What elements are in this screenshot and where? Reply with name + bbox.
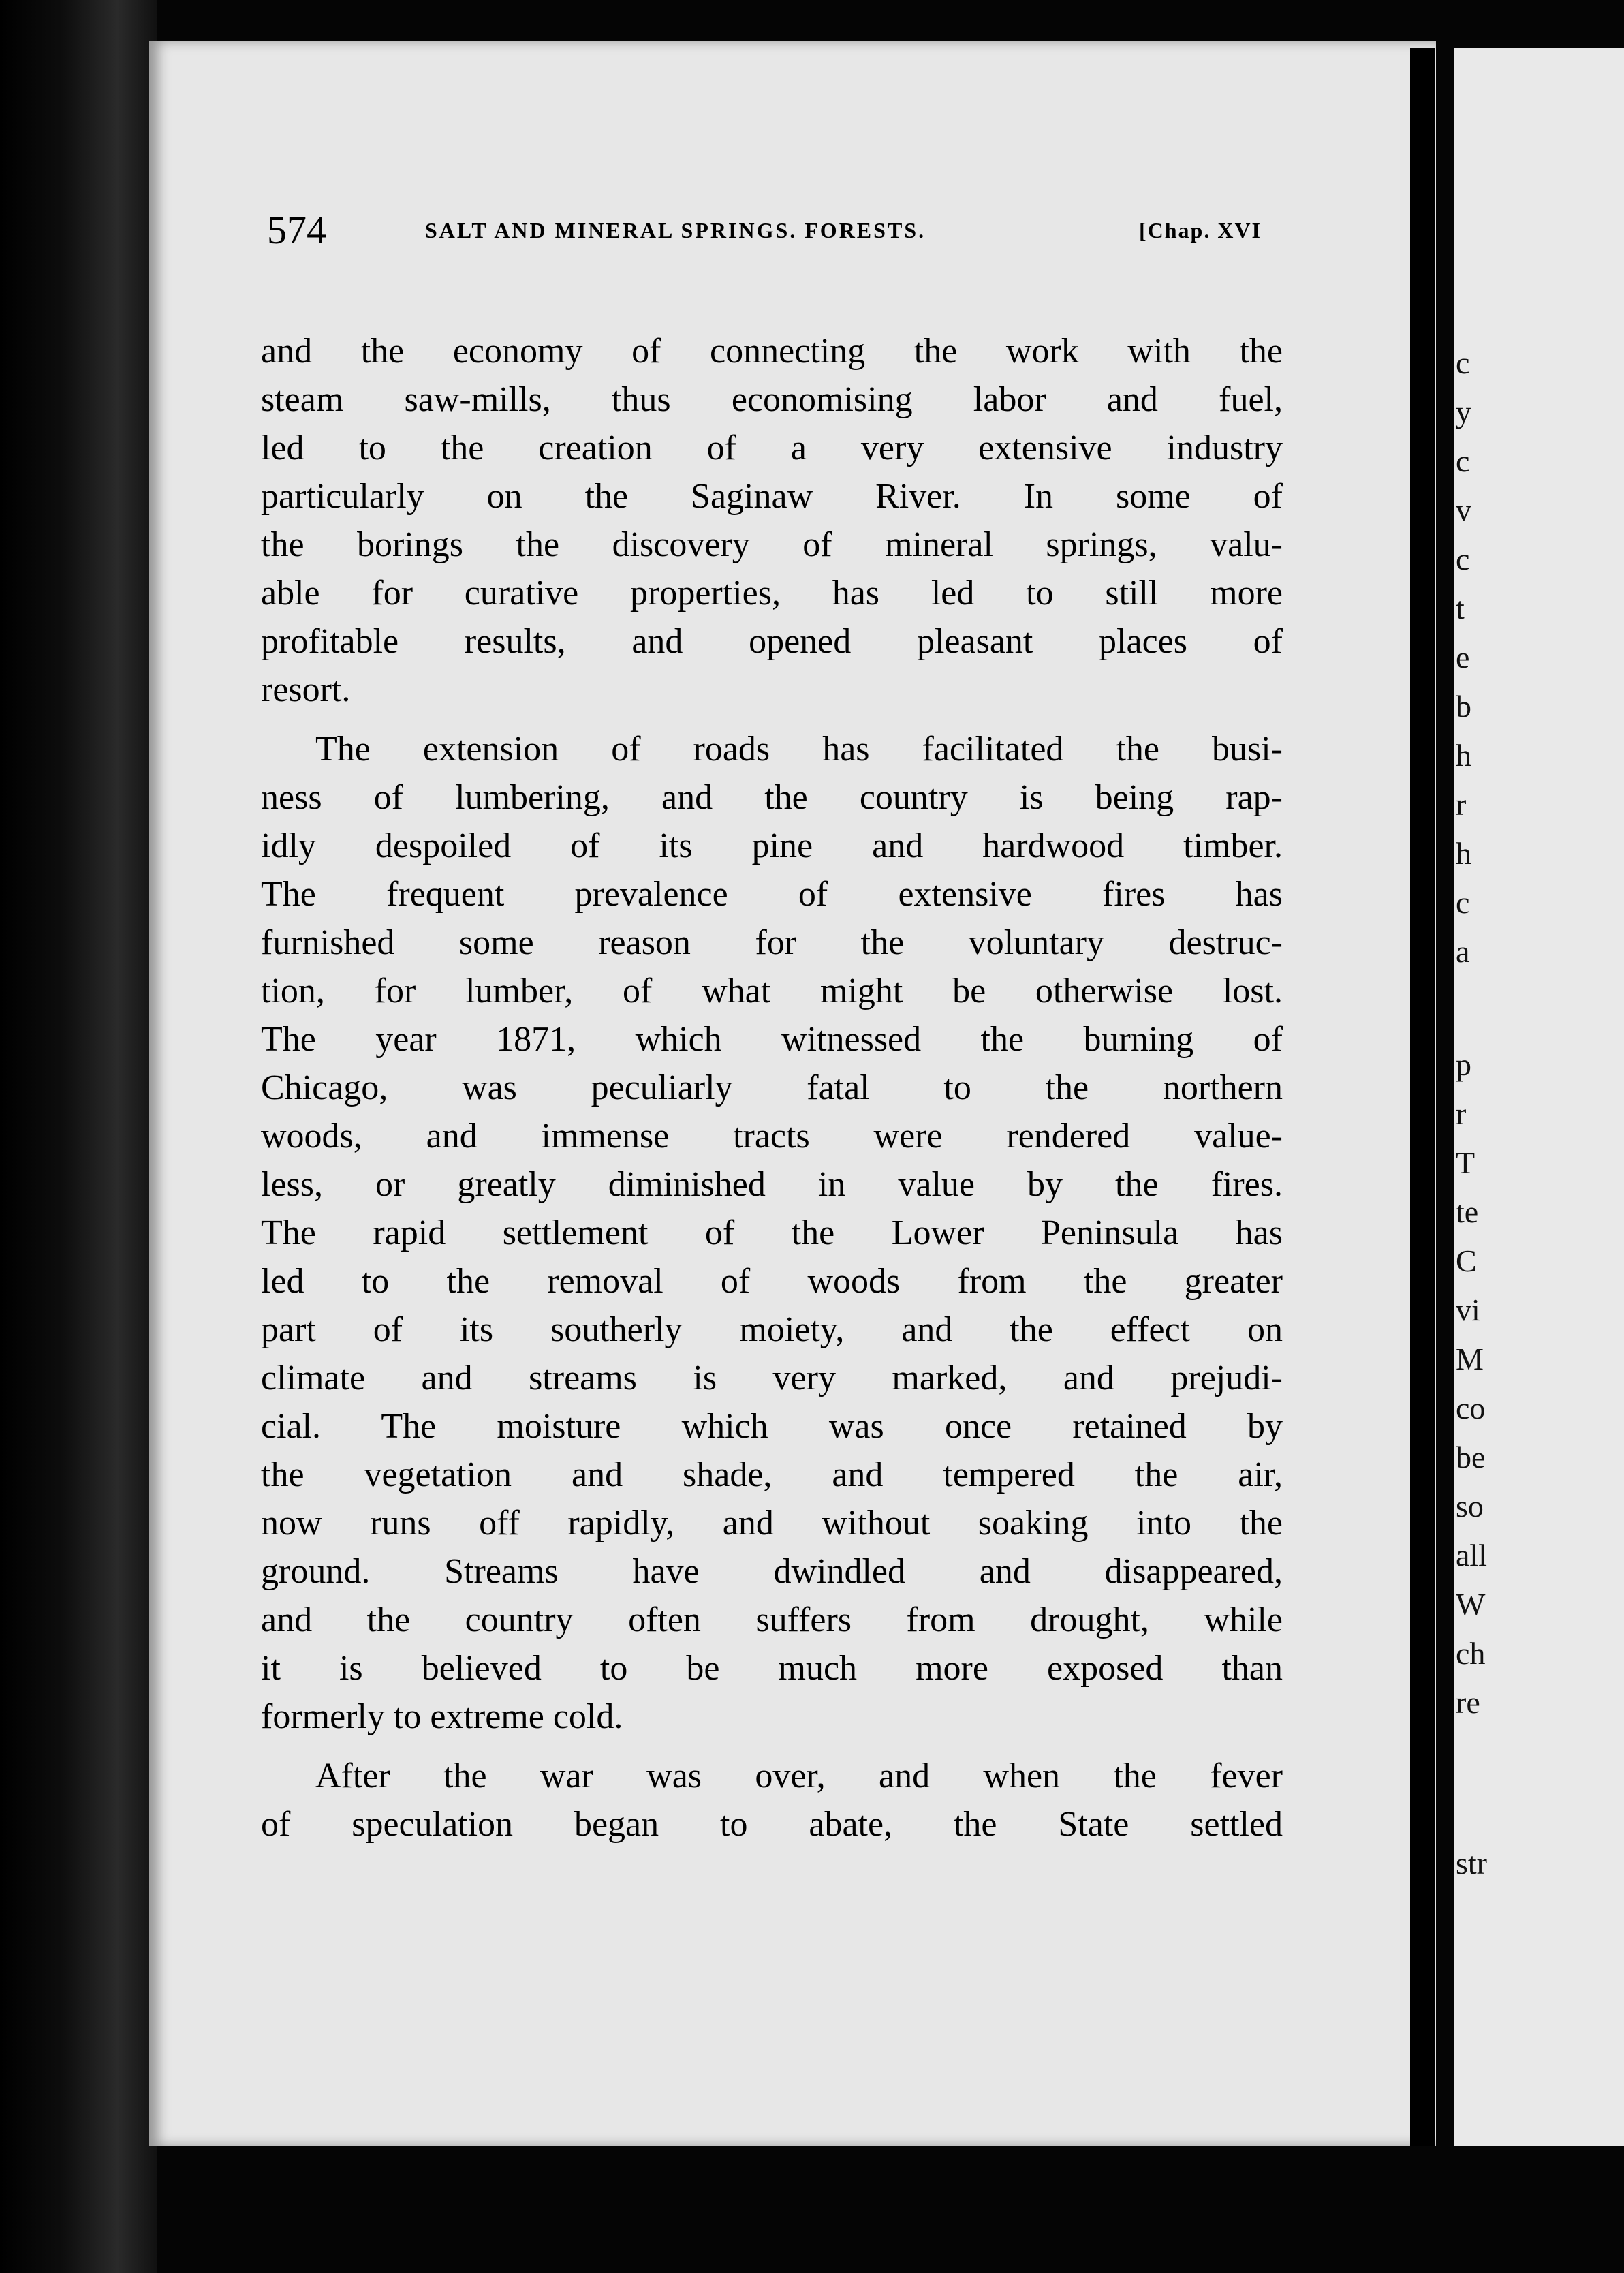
text-line: woods, and immense tracts were rendered value- [261,1117,1283,1156]
text-line: The extension of roads has facilitated the busi- [315,730,1283,769]
text-line: furnished some reason for the voluntary destruc- [261,923,1283,962]
text-line: After the war was over, and when the fever [315,1757,1283,1795]
facing-page-letter: W [1456,1587,1486,1622]
text-line: and the economy of connecting the work with the [261,332,1283,371]
text-line: steam saw-mills, thus economising labor and fuel, [261,380,1283,419]
facing-page-letter: vi [1456,1293,1480,1327]
text-line: formerly to extreme cold. [261,1697,623,1736]
facing-page-letter: p [1456,1047,1471,1082]
text-line: The rapid settlement of the Lower Peninsula has [261,1213,1283,1252]
facing-page-letter: h [1456,836,1471,871]
text-line: climate and streams is very marked, and prejudi- [261,1359,1283,1397]
running-header [267,204,1262,259]
chapter-reference: [Chap. XVI [1138,218,1262,243]
text-line: the vegetation and shade, and tempered the air, [261,1455,1283,1494]
text-line: now runs off rapidly, and without soaking into the [261,1504,1283,1543]
facing-page-letter: h [1456,738,1471,773]
text-line: The frequent prevalence of extensive fires has [261,875,1283,914]
book-spine-gutter [1410,48,1435,2146]
scan-left-edge [0,0,157,2273]
text-line: Chicago, was peculiarly fatal to the northern [261,1068,1283,1107]
facing-page-fragment [1454,48,1624,2146]
page-number: 574 [267,208,326,252]
text-line: led to the creation of a very extensive industry [261,429,1283,467]
facing-page-letter: ch [1456,1636,1486,1671]
facing-page-letter: str [1456,1846,1487,1881]
body-text [261,327,1283,1849]
text-line: part of its southerly moiety, and the effect on [261,1310,1283,1349]
facing-page-letter: c [1456,885,1470,920]
paragraph [261,725,1283,1741]
facing-page-letter: te [1456,1194,1479,1229]
text-line: led to the removal of woods from the greater [261,1262,1283,1301]
paragraph [261,1752,1283,1849]
facing-page-letter: r [1456,787,1467,822]
facing-page-letter: v [1456,493,1471,527]
paragraph [261,327,1283,714]
facing-page-letter: c [1456,345,1470,380]
facing-page-letter: M [1456,1342,1484,1376]
text-line: The year 1871, which witnessed the burning of [261,1020,1283,1059]
facing-page-letter: c [1456,542,1470,576]
facing-page-letter: re [1456,1685,1480,1720]
text-line: tion, for lumber, of what might be otherwise lost. [261,972,1283,1010]
text-line: the borings the discovery of mineral springs, valu- [261,525,1283,564]
facing-page-letter: t [1456,591,1465,625]
facing-page-letter: c [1456,444,1470,478]
text-line: cial. The moisture which was once retained by [261,1407,1283,1446]
facing-page-letter: C [1456,1243,1477,1278]
text-line: resort. [261,670,351,709]
facing-page-letter: T [1456,1145,1475,1180]
facing-page-letter: e [1456,640,1470,675]
text-line: profitable results, and opened pleasant places of [261,622,1283,661]
text-line: it is believed to be much more exposed than [261,1649,1283,1688]
facing-page-letter: y [1456,395,1471,429]
text-line: and the country often suffers from drought, while [261,1601,1283,1639]
facing-page-letter: all [1456,1538,1487,1573]
facing-page-letter: be [1456,1440,1486,1474]
running-title: SALT AND MINERAL SPRINGS. FORESTS. [425,218,926,243]
facing-page-letter: b [1456,689,1471,724]
facing-page-letter: co [1456,1391,1486,1425]
text-line: idly despoiled of its pine and hardwood timber. [261,826,1283,865]
text-line: able for curative properties, has led to still more [261,574,1283,613]
text-line: ground. Streams have dwindled and disappeared, [261,1552,1283,1591]
text-line: ness of lumbering, and the country is being rap- [261,778,1283,817]
text-line: of speculation began to abate, the State settled [261,1805,1283,1844]
facing-page-letter: so [1456,1489,1484,1524]
facing-page-letter: r [1456,1096,1467,1131]
text-line: particularly on the Saginaw River. In some of [261,477,1283,516]
facing-page-letter: a [1456,934,1470,969]
text-line: less, or greatly diminished in value by the fires. [261,1165,1283,1204]
